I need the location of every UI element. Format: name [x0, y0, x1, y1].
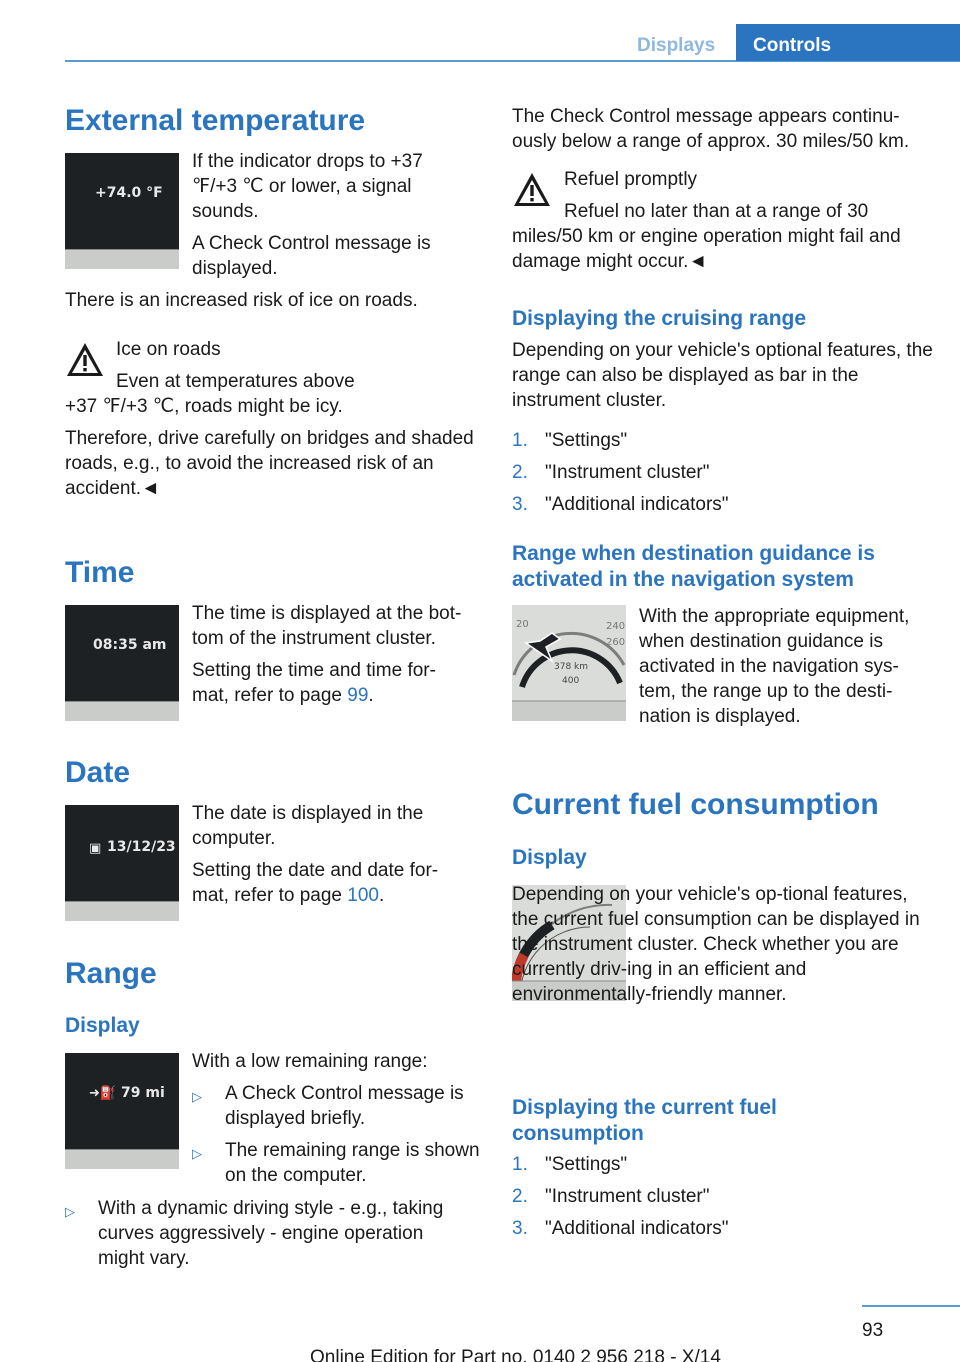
- display-frame-band: [65, 249, 179, 269]
- bullet-triangle-icon: ▷: [65, 1204, 75, 1219]
- display-frame-band: [65, 701, 179, 721]
- step-text: "Settings": [545, 1154, 628, 1175]
- nav-range-paragraph: With the appropriate equipment, when destination guidance is activated in the navigation sys-tem, the range up to the desti-nation is displayed.: [639, 606, 910, 727]
- time-ref-text: Setting the time and time for-mat, refer to page: [192, 660, 436, 706]
- warning-text-ice-1: Even at temperatures above +37 ℉/+3 ℃, roads might be icy.: [65, 371, 355, 417]
- step-number: 1.: [512, 1154, 528, 1175]
- gauge-tick-label: 20: [516, 619, 529, 630]
- range-display-value: 79 mi: [121, 1085, 165, 1101]
- header-chapter-tab: Controls: [736, 24, 960, 61]
- list-item: [192, 1138, 482, 1188]
- step-text: "Instrument cluster": [545, 462, 710, 483]
- fuel-consumption-text: Depending on your vehicle's op-tional features, the current fuel consumption can be displayed in the instrument cluster. Check whether you are currently driv-ing in an efficient and environmentally-friendly manner.: [512, 884, 920, 1005]
- list-item: [65, 1196, 465, 1271]
- range-outer-bullet: [65, 1196, 465, 1271]
- heading-date: Date: [65, 756, 131, 789]
- calendar-icon: ▣: [89, 841, 102, 856]
- list-item: [512, 1184, 932, 1216]
- time-display-image: [65, 605, 179, 721]
- heading-displaying-current-fuel: Displaying the current fuel consumption: [512, 1096, 777, 1145]
- heading-external-temperature: External temperature: [65, 104, 366, 137]
- fuel-consumption-paragraph: [512, 882, 934, 1007]
- ext-temp-paragraph-2: A Check Control message is displayed.: [192, 233, 431, 279]
- date-display-value: 13/12/23: [107, 839, 176, 855]
- gauge-tick-label: 400: [562, 676, 580, 686]
- cruising-paragraph: Depending on your vehicle's optional features, the range can also be displayed as bar in the instrument cluster.: [512, 340, 933, 411]
- time-ref-period: .: [368, 685, 374, 706]
- fuel-steps-list: [512, 1152, 932, 1248]
- step-text: "Settings": [545, 430, 628, 451]
- date-ref-period: .: [378, 885, 385, 906]
- bullet-triangle-icon: ▷: [192, 1089, 202, 1104]
- list-item: [512, 1216, 932, 1248]
- time-display-value: 08:35 am: [93, 637, 167, 653]
- step-text: "Additional indicators": [545, 1218, 729, 1239]
- step-text: "Instrument cluster": [545, 1186, 710, 1207]
- range-display-image: [65, 1053, 179, 1169]
- range-paragraph-1: With a low remaining range:: [192, 1051, 428, 1072]
- gauge-tick-label: 260: [606, 637, 626, 648]
- step-text: "Additional indicators": [545, 494, 729, 515]
- step-number: 3.: [512, 1218, 528, 1239]
- step-number: 2.: [512, 462, 528, 483]
- bullet-text: A Check Control message is displayed briefly.: [225, 1083, 464, 1129]
- fuel-pump-icon: ➜⛽: [89, 1086, 117, 1101]
- warning-text-refuel: Refuel no later than at a range of 30 miles/50 km or engine operation might fail and damage might occur.◄: [512, 201, 901, 272]
- nav-range-gauge-image: [512, 605, 626, 721]
- step-number: 3.: [512, 494, 528, 515]
- warning-title-refuel: Refuel promptly: [564, 169, 698, 190]
- display-frame-band: [65, 901, 179, 921]
- warning-title-ice: Ice on roads: [116, 339, 221, 360]
- gauge-range-value: 378 km: [554, 662, 589, 672]
- subheading-range-display: Display: [65, 1014, 140, 1037]
- date-paragraph-1: The date is displayed in the computer.: [192, 803, 424, 849]
- outside-temp-display-value: +74.0 °F: [95, 185, 163, 201]
- check-control-paragraph: The Check Control message appears continu-ously below a range of approx. 30 miles/50 km.: [512, 106, 910, 152]
- header-section-label: Displays: [637, 35, 716, 56]
- speedometer-gauge-icon: [512, 605, 626, 721]
- cruising-steps-list: [512, 428, 932, 524]
- ext-temp-paragraph-1: If the indicator drops to +37 ℉/+3 ℃ or lower, a signal sounds.: [192, 151, 423, 222]
- outside-temp-display-image: [65, 153, 179, 269]
- page-link-99[interactable]: 99: [347, 685, 369, 706]
- range-bullet-list: [192, 1081, 482, 1188]
- step-number: 2.: [512, 1186, 528, 1207]
- step-number: 1.: [512, 430, 528, 451]
- footer-rule: [862, 1305, 960, 1307]
- heading-time: Time: [65, 556, 135, 589]
- page-number: 93: [862, 1320, 884, 1341]
- heading-current-fuel-consumption: Current fuel consumption: [512, 788, 879, 821]
- list-item: [512, 492, 932, 524]
- heading-range: Range: [65, 957, 157, 990]
- heading-cruising-range: Displaying the cruising range: [512, 307, 807, 330]
- display-frame-band: [65, 1149, 179, 1169]
- date-display-image: [65, 805, 179, 921]
- date-ref-text: Setting the date and date for-mat, refer to page: [192, 860, 439, 906]
- bullet-text: The remaining range is shown on the computer.: [225, 1140, 480, 1186]
- time-paragraph-2: [192, 658, 462, 708]
- gauge-tick-label: 240: [606, 621, 626, 632]
- ext-temp-paragraph-3: There is an increased risk of ice on roads.: [65, 290, 418, 311]
- page-link-100[interactable]: 100: [347, 885, 379, 906]
- heading-nav-range: Range when destination guidance is activated in the navigation system: [512, 542, 875, 591]
- time-paragraph-1: The time is displayed at the bot-tom of the instrument cluster.: [192, 603, 462, 649]
- footer-edition-text: Online Edition for Part no. 0140 2 956 218 - X/14: [310, 1347, 721, 1362]
- list-item: [192, 1081, 482, 1131]
- warning-text-ice-2: Therefore, drive carefully on bridges and shaded roads, e.g., to avoid the increased risk of an accident.◄: [65, 428, 474, 499]
- bullet-text: With a dynamic driving style - e.g., taking curves aggressively - engine operation might vary.: [98, 1198, 444, 1269]
- bullet-triangle-icon: ▷: [192, 1146, 202, 1161]
- list-item: [512, 1152, 932, 1184]
- subheading-fuel-display: Display: [512, 846, 587, 869]
- list-item: [512, 428, 932, 460]
- list-item: [512, 460, 932, 492]
